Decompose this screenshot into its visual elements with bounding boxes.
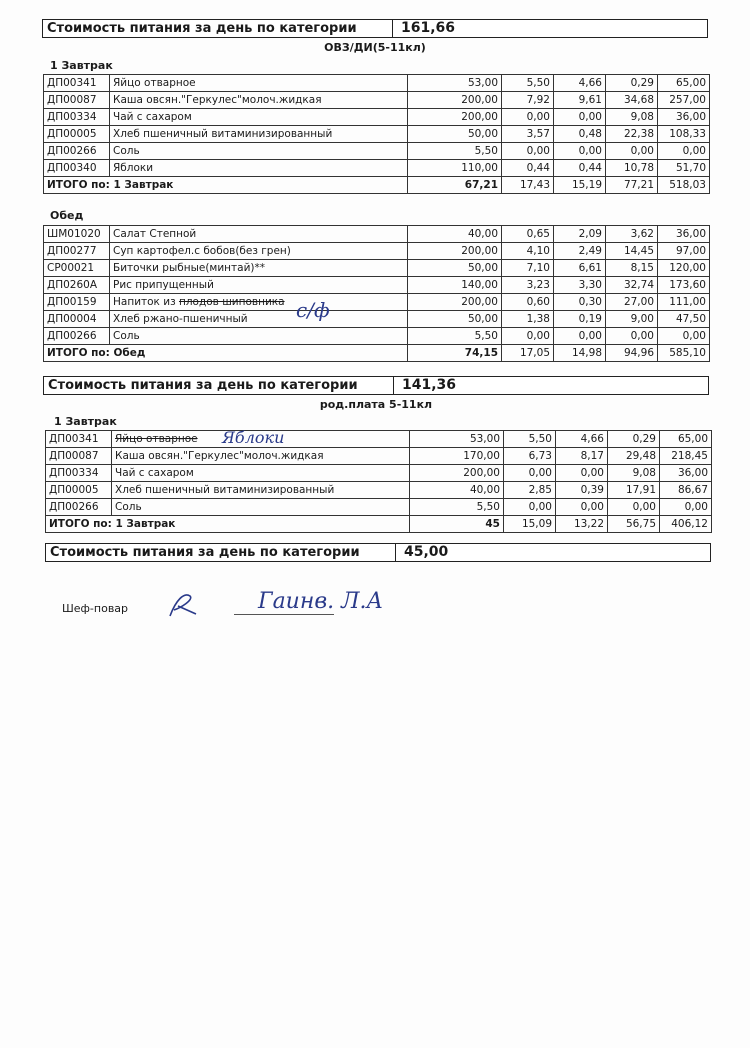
cell-code: ШМ01020 xyxy=(44,226,110,243)
cell-code: ДП00334 xyxy=(46,465,112,482)
cell-code: ДП00005 xyxy=(44,126,110,143)
lunch-table xyxy=(43,225,710,362)
cell-value: 6,61 xyxy=(554,260,606,277)
cell-value: 7,10 xyxy=(502,260,554,277)
cell-value: 0,48 xyxy=(554,126,606,143)
cost-label: Стоимость питания за день по категории xyxy=(46,544,396,561)
table-row xyxy=(44,328,710,345)
cell-value: 8,17 xyxy=(556,448,608,465)
cell-value: 86,67 xyxy=(660,482,712,499)
total-value: 406,12 xyxy=(660,516,712,533)
cell-value: 29,48 xyxy=(608,448,660,465)
cell-value: 50,00 xyxy=(408,311,502,328)
total-label: ИТОГО по: 1 Завтрак xyxy=(46,516,410,533)
cell-value: 6,73 xyxy=(504,448,556,465)
cell-name: Хлеб ржано-пшеничный xyxy=(110,311,408,328)
cell-value: 4,66 xyxy=(556,431,608,448)
cell-value: 111,00 xyxy=(658,294,710,311)
cell-value: 2,49 xyxy=(554,243,606,260)
signature-mark-icon xyxy=(166,590,202,620)
handwritten-note: с/ф xyxy=(296,298,330,322)
cost-value: 141,36 xyxy=(402,377,457,393)
chef-signature: Гаинв. Л.А xyxy=(258,589,384,614)
cell-value: 0,60 xyxy=(502,294,554,311)
chef-label: Шеф-повар xyxy=(62,602,129,615)
cell-value: 40,00 xyxy=(410,482,504,499)
table-row xyxy=(44,226,710,243)
cell-value: 0,00 xyxy=(658,328,710,345)
total-value: 15,09 xyxy=(504,516,556,533)
cell-value: 34,68 xyxy=(606,92,658,109)
cell-code: ДП00004 xyxy=(44,311,110,328)
cell-value: 9,61 xyxy=(554,92,606,109)
table-row xyxy=(46,448,712,465)
cell-code: ДП00005 xyxy=(46,482,112,499)
cell-name: Чай с сахаром xyxy=(110,109,408,126)
cell-value: 10,78 xyxy=(606,160,658,177)
table-row xyxy=(44,260,710,277)
cell-value: 0,00 xyxy=(556,465,608,482)
cell-value: 5,50 xyxy=(504,431,556,448)
cell-value: 9,08 xyxy=(606,109,658,126)
meal-title-breakfast: 1 Завтрак xyxy=(54,415,117,428)
table-row xyxy=(44,143,710,160)
cell-value: 5,50 xyxy=(410,499,504,516)
cell-value: 50,00 xyxy=(408,126,502,143)
cell-value: 2,85 xyxy=(504,482,556,499)
cell-name: Напиток из плодов шиповника xyxy=(110,294,408,311)
cell-value: 0,00 xyxy=(660,499,712,516)
cell-value: 4,10 xyxy=(502,243,554,260)
cell-value: 0,65 xyxy=(502,226,554,243)
total-label: ИТОГО по: 1 Завтрак xyxy=(44,177,408,194)
cell-value: 0,00 xyxy=(554,143,606,160)
cell-code: ДП00277 xyxy=(44,243,110,260)
cell-value: 257,00 xyxy=(658,92,710,109)
cell-value: 0,00 xyxy=(658,143,710,160)
cell-code: ДП00266 xyxy=(44,143,110,160)
meal-title-lunch: Обед xyxy=(50,209,84,222)
cell-value: 8,15 xyxy=(606,260,658,277)
signature-line xyxy=(234,614,334,615)
cell-name: Яйцо отварное xyxy=(112,431,410,448)
cell-value: 32,74 xyxy=(606,277,658,294)
cell-value: 120,00 xyxy=(658,260,710,277)
table-row xyxy=(44,243,710,260)
cell-value: 0,00 xyxy=(608,499,660,516)
cell-value: 200,00 xyxy=(408,109,502,126)
cell-value: 0,00 xyxy=(504,499,556,516)
total-value: 585,10 xyxy=(658,345,710,362)
cell-value: 0,00 xyxy=(502,109,554,126)
section-title: ОВЗ/ДИ(5-11кл) xyxy=(324,41,426,54)
cell-value: 200,00 xyxy=(410,465,504,482)
cell-value: 5,50 xyxy=(408,328,502,345)
cell-value: 170,00 xyxy=(410,448,504,465)
total-value: 67,21 xyxy=(408,177,502,194)
cell-value: 0,00 xyxy=(504,465,556,482)
total-value: 14,98 xyxy=(554,345,606,362)
cell-value: 140,00 xyxy=(408,277,502,294)
cell-value: 51,70 xyxy=(658,160,710,177)
cell-value: 4,66 xyxy=(554,75,606,92)
table-row xyxy=(46,499,712,516)
cost-label: Стоимость питания за день по категории xyxy=(44,377,394,394)
cell-value: 9,00 xyxy=(606,311,658,328)
cell-name: Хлеб пшеничный витаминизированный xyxy=(112,482,410,499)
cell-code: ДП0260А xyxy=(44,277,110,294)
total-value: 518,03 xyxy=(658,177,710,194)
cell-value: 3,23 xyxy=(502,277,554,294)
total-value: 45 xyxy=(410,516,504,533)
cell-code: ДП00334 xyxy=(44,109,110,126)
cell-code: ДП00159 xyxy=(44,294,110,311)
cell-value: 0,39 xyxy=(556,482,608,499)
cell-value: 0,00 xyxy=(606,143,658,160)
cell-value: 9,08 xyxy=(608,465,660,482)
table-row xyxy=(46,482,712,499)
cell-value: 110,00 xyxy=(408,160,502,177)
cost-label: Стоимость питания за день по категории xyxy=(43,20,393,37)
cell-value: 53,00 xyxy=(408,75,502,92)
cell-value: 2,09 xyxy=(554,226,606,243)
cell-value: 0,44 xyxy=(502,160,554,177)
cell-value: 1,38 xyxy=(502,311,554,328)
cell-value: 36,00 xyxy=(658,109,710,126)
cell-code: ДП00340 xyxy=(44,160,110,177)
cell-value: 5,50 xyxy=(408,143,502,160)
cell-value: 218,45 xyxy=(660,448,712,465)
cell-value: 36,00 xyxy=(658,226,710,243)
cell-value: 65,00 xyxy=(660,431,712,448)
total-value: 15,19 xyxy=(554,177,606,194)
cell-value: 0,29 xyxy=(608,431,660,448)
cell-code: ДП00266 xyxy=(46,499,112,516)
total-value: 77,21 xyxy=(606,177,658,194)
cell-value: 27,00 xyxy=(606,294,658,311)
cell-name: Чай с сахаром xyxy=(112,465,410,482)
total-value: 17,05 xyxy=(502,345,554,362)
cell-code: СР00021 xyxy=(44,260,110,277)
cell-name: Каша овсян."Геркулес"молоч.жидкая xyxy=(110,92,408,109)
cell-value: 0,00 xyxy=(554,328,606,345)
meal-title-breakfast: 1 Завтрак xyxy=(50,59,113,72)
cell-value: 0,29 xyxy=(606,75,658,92)
table-row xyxy=(46,465,712,482)
cell-code: ДП00341 xyxy=(44,75,110,92)
cell-code: ДП00087 xyxy=(46,448,112,465)
cell-value: 97,00 xyxy=(658,243,710,260)
table-row xyxy=(44,92,710,109)
table-row xyxy=(44,294,710,311)
cell-value: 0,00 xyxy=(554,109,606,126)
cell-value: 0,30 xyxy=(554,294,606,311)
cell-value: 65,00 xyxy=(658,75,710,92)
cell-value: 17,91 xyxy=(608,482,660,499)
top-cost-bar xyxy=(42,19,708,38)
cell-name: Каша овсян."Геркулес"молоч.жидкая xyxy=(112,448,410,465)
total-value: 13,22 xyxy=(556,516,608,533)
cell-value: 0,00 xyxy=(556,499,608,516)
cell-value: 0,00 xyxy=(502,328,554,345)
cell-value: 3,30 xyxy=(554,277,606,294)
total-row xyxy=(44,177,710,194)
cell-name: Яблоки xyxy=(110,160,408,177)
cell-name: Рис припущенный xyxy=(110,277,408,294)
cell-value: 173,60 xyxy=(658,277,710,294)
cell-name: Биточки рыбные(минтай)** xyxy=(110,260,408,277)
cell-name: Соль xyxy=(112,499,410,516)
cell-value: 14,45 xyxy=(606,243,658,260)
table-row xyxy=(44,126,710,143)
cell-value: 5,50 xyxy=(502,75,554,92)
total-value: 74,15 xyxy=(408,345,502,362)
section1-cost-bar xyxy=(43,376,709,395)
cell-name: Хлеб пшеничный витаминизированный xyxy=(110,126,408,143)
handwritten-apples: Яблоки xyxy=(222,428,285,447)
cell-code: ДП00087 xyxy=(44,92,110,109)
table-row xyxy=(44,160,710,177)
table-row xyxy=(46,431,712,448)
cell-code: ДП00341 xyxy=(46,431,112,448)
total-label: ИТОГО по: Обед xyxy=(44,345,408,362)
section2-cost-bar xyxy=(45,543,711,562)
cell-value: 40,00 xyxy=(408,226,502,243)
cell-value: 0,44 xyxy=(554,160,606,177)
total-row xyxy=(46,516,712,533)
cell-name: Салат Степной xyxy=(110,226,408,243)
cell-value: 200,00 xyxy=(408,243,502,260)
cell-value: 47,50 xyxy=(658,311,710,328)
cell-code: ДП00266 xyxy=(44,328,110,345)
table-row xyxy=(44,311,710,328)
table-row xyxy=(44,109,710,126)
cell-value: 0,00 xyxy=(502,143,554,160)
breakfast-table-1 xyxy=(43,74,710,194)
cell-value: 3,57 xyxy=(502,126,554,143)
cell-value: 200,00 xyxy=(408,294,502,311)
cell-value: 7,92 xyxy=(502,92,554,109)
table-row xyxy=(44,75,710,92)
cell-value: 3,62 xyxy=(606,226,658,243)
section-title: род.плата 5-11кл xyxy=(319,398,433,411)
cell-value: 36,00 xyxy=(660,465,712,482)
chef-initial xyxy=(166,590,202,627)
total-value: 17,43 xyxy=(502,177,554,194)
cell-value: 0,00 xyxy=(606,328,658,345)
total-row xyxy=(44,345,710,362)
cost-value: 45,00 xyxy=(404,544,449,560)
table-row xyxy=(44,277,710,294)
cell-name: Яйцо отварное xyxy=(110,75,408,92)
cell-value: 0,19 xyxy=(554,311,606,328)
cell-name: Суп картофел.с бобов(без грен) xyxy=(110,243,408,260)
cell-value: 53,00 xyxy=(410,431,504,448)
cell-value: 22,38 xyxy=(606,126,658,143)
breakfast-table-2 xyxy=(45,430,712,533)
cell-name: Соль xyxy=(110,328,408,345)
cost-value: 161,66 xyxy=(401,20,456,36)
cell-value: 50,00 xyxy=(408,260,502,277)
cell-name: Соль xyxy=(110,143,408,160)
total-value: 94,96 xyxy=(606,345,658,362)
cell-value: 200,00 xyxy=(408,92,502,109)
cell-value: 108,33 xyxy=(658,126,710,143)
total-value: 56,75 xyxy=(608,516,660,533)
